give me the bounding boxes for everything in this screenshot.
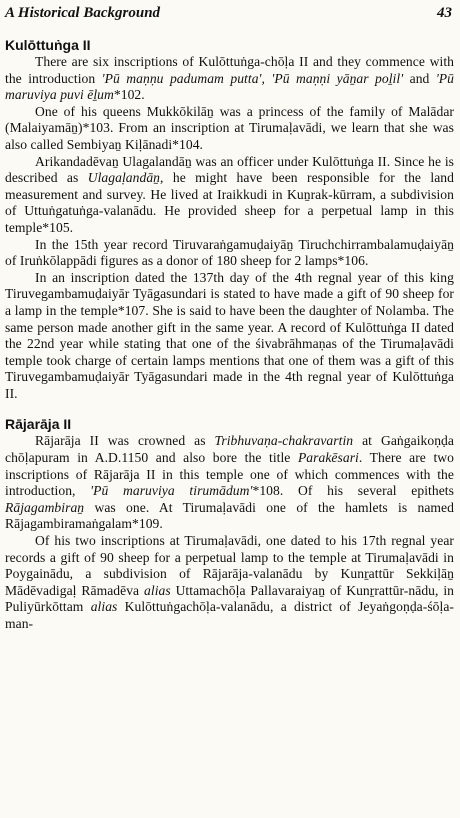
- italic-text: 'Pū maruviya tirumādum': [90, 483, 253, 499]
- text-run: *108. Of his several epithets: [252, 483, 454, 499]
- paragraph: [5, 433, 454, 533]
- text-run: Of his two inscriptions at Tirumaḷavādi, one dated to his 17th regnal year records a gift of 90 sheep for a perpetual lamp to the temple at Tirumaḷavādi in Poygainādu, a subdivision of Rājarāja-valanādu by Kunṟattūr Sekkiḷāṉ Mādēvadigaḷ Rāmadēva: [5, 533, 454, 598]
- italic-text: 'Pū maruviya puvi ēḻum: [5, 70, 454, 103]
- text-run: In an inscription dated the 137th day of the 4th regnal year of this king Tiruvegambamuḍaiyār Tyāgasundari is stated to have made a gift of 90 sheep for a lamp in the temple*107. She is said to have been the daughter of Nolamba. The same person made another gift in the same year. A record of Kulōttuṅga II dated the 22nd year while stating that one of the śivabrāhmaṇas of the Tirumaḷavādi temple took charge of certain lamps mentions that one of them was a gift of this Tiruvegambamuḍaiyār Tyāgasundari made in the 4th regnal year of Kulōttuṅga II.: [5, 269, 454, 401]
- running-header: [5, 5, 454, 31]
- text-run: at Gaṅgaikoṇḍa chōḷapuram in A.D.1150 and also bore the title: [5, 433, 454, 466]
- text-run: , he might have been responsible for the land measurement and survey. He lived at Iraikkudi in Kuṉrak-kūrram, a subdivision of Uttuṅgatuṅga-valanādu. He provided sheep for a perpetual lamp in this temple*105.: [5, 170, 454, 235]
- paragraph: [5, 54, 454, 104]
- section-heading: Kulōttuṅga II: [5, 37, 91, 53]
- paragraph: [5, 154, 454, 237]
- text-run: One of his queens Mukkōkilāṉ was a princess of the family of Malādar (Malaiyamāṉ)*103. From an inscription at Tirumaḷavādi, we learn that she was also called Sembiyaṉ Kiḷānadi*104.: [5, 103, 454, 152]
- text-run: . There are two inscriptions of Rājarāja II in this temple one of which commences with the introduction,: [5, 450, 454, 499]
- text-run: was one. At Tirumaḷavādi one of the hamlets is named Rājagambiramaṅgalam*109.: [5, 499, 454, 532]
- paragraph: [5, 270, 454, 403]
- running-title: A Historical Background: [5, 5, 161, 21]
- paragraph: [5, 237, 454, 270]
- text-run: Kulōttuṅgachōḷa-valanādu, a district of Jeyaṅgoṇḍa-śōḷa-man-: [5, 599, 455, 631]
- text-run: *102.: [113, 87, 145, 103]
- page-number: 43: [437, 5, 452, 21]
- text-run: and: [403, 70, 436, 86]
- paragraph: [5, 533, 454, 633]
- italic-text: Tribhuvaṇa-chakravartin: [214, 433, 354, 449]
- italic-text: Ulagaḷandāṉ: [87, 170, 161, 186]
- italic-text: 'Pū maṇṇu padumam putta', 'Pū maṇṇi yāṉar poḻil': [101, 70, 404, 86]
- text-run: There are six inscriptions of Kulōttuṅga-chōḷa II and they commence with the introduction: [5, 54, 454, 86]
- italic-text: alias: [144, 582, 171, 598]
- section-heading: Rājarāja II: [5, 416, 72, 433]
- paragraph: [5, 104, 454, 154]
- text-run: Rājarāja II was crowned as: [35, 433, 215, 449]
- italic-text: Rājagambiraṉ: [5, 499, 85, 515]
- italic-text: alias: [90, 599, 118, 615]
- text-run: In the 15th year record Tiruvaraṅgamuḍaiyāṉ Tiruchchirrambalamuḍaiyāṉ of Iruṅkōlappādi figures as a donor of 180 sheep for 2 lamps*106.: [5, 236, 454, 269]
- document-body: [5, 37, 454, 633]
- italic-text: Parakēsari: [297, 450, 359, 466]
- text-run: Uttamachōḷa Pallavaraiyaṉ of Kunṟrattūr-nādu, in Puliyūrkōttam: [5, 582, 454, 615]
- text-run: Arikandadēvaṉ Ulagalandāṉ was an officer under Kulōttuṅga II. Since he is described as: [5, 153, 454, 186]
